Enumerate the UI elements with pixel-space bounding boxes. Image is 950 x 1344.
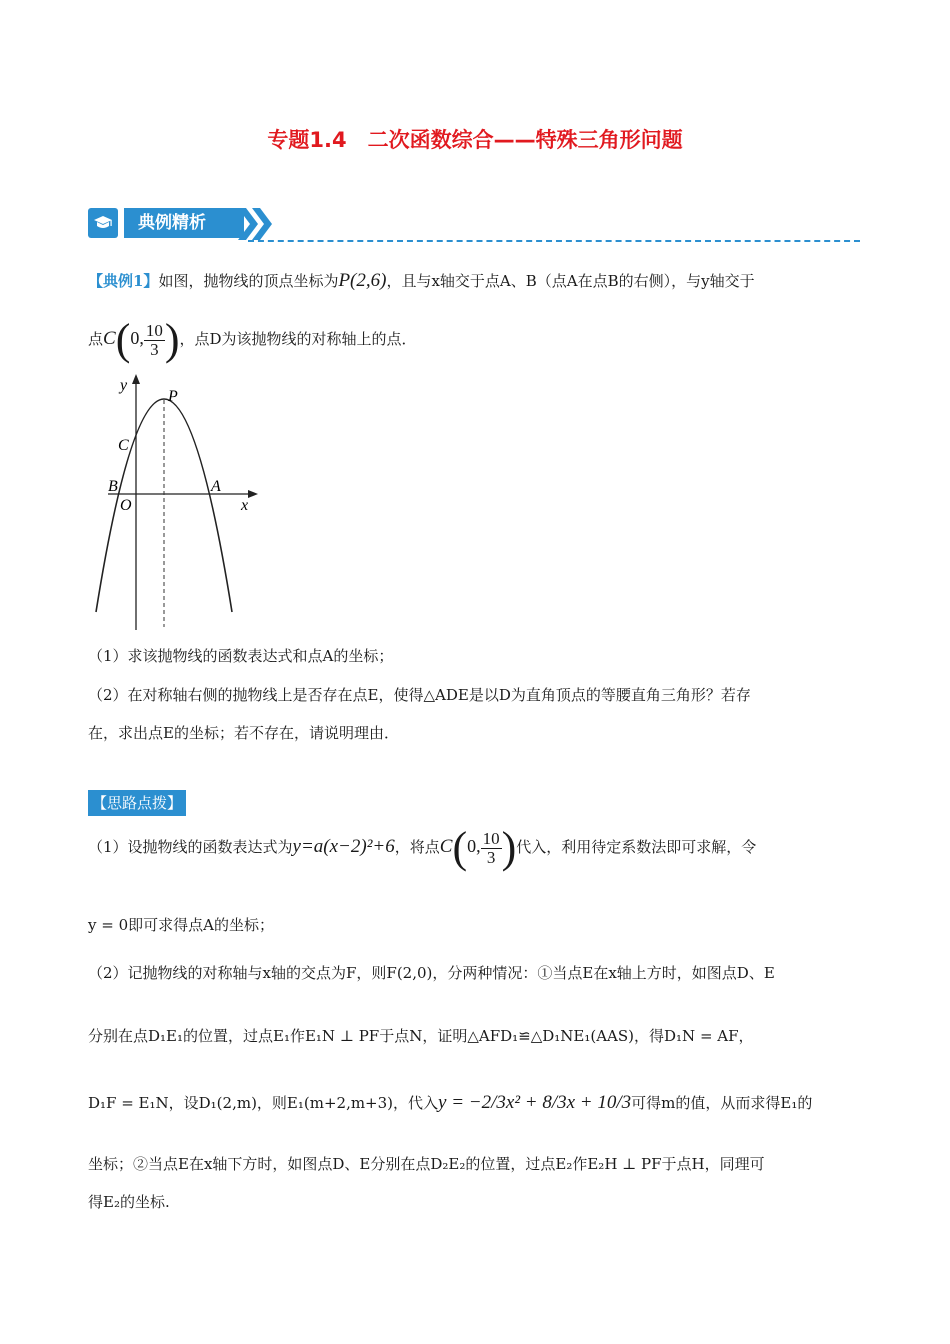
hint-p2-line-4: 坐标；②当点E在x轴下方时，如图点D、E分别在点D₂E₂的位置，过点E₂作E₂H ⊥ PF于点H，同理可 — [88, 1155, 765, 1173]
hint-label: 【思路点拨】 — [88, 790, 186, 816]
point-c-fraction: $\frac{10}{3}$ — [145, 320, 163, 359]
parabola-graph — [88, 372, 268, 634]
vertex-coords: P(2,6) — [338, 270, 387, 291]
graph-label-x: x — [241, 497, 249, 514]
banner-dashed-divider — [248, 240, 860, 242]
example-tag: 【典例1】 — [88, 272, 159, 290]
hint-p2-line-2: 分别在点D₁E₁的位置，过点E₁作E₁N ⊥ PF于点N，证明△AFD₁≌△D₁NE₁(AAS)，得D₁N = AF， — [88, 1027, 754, 1045]
hint-p2-line-3: D₁F = E₁N，设D₁(2,m)，则E₁(m+2,m+3)，代入y = −2/3x² + 8/3x + 10/3可得m的值，从而求得E₁的 — [88, 1092, 813, 1113]
example-text-d: ，点D为该抛物线的对称轴上的点． — [179, 330, 417, 348]
hint-p2-line-1: （2）记抛物线的对称轴与x轴的交点为F，则F(2,0)，分两种情况：①当点E在x轴上方时，如图点D、E — [88, 964, 775, 982]
graph-label-a: A — [211, 478, 221, 495]
point-c-x: 0 — [130, 328, 140, 348]
hint-p2-line-5: 得E₂的坐标. — [88, 1193, 170, 1211]
example-line-1 — [88, 270, 755, 292]
graph-label-c: C — [118, 437, 129, 454]
graduation-cap-icon — [88, 208, 118, 238]
graph-label-b: B — [108, 478, 118, 495]
point-c-label: C — [103, 328, 116, 349]
hint-p1-line-2: y = 0即可求得点A的坐标； — [88, 916, 274, 934]
banner-label: 典例精析 — [124, 208, 244, 238]
section-banner — [88, 208, 860, 244]
chevron-right-icon — [252, 208, 274, 240]
page-title: 专题1.4 二次函数综合——特殊三角形问题 — [267, 128, 683, 152]
hint-p1-line-1: （1）设抛物线的函数表达式为y=a(x−2)²+6，将点C(0, $\frac{10}{3}$ )代入，利用待定系数法即可求解，令 — [88, 823, 757, 872]
question-1: （1）求该抛物线的函数表达式和点A的坐标； — [88, 647, 394, 665]
graph-label-o: O — [120, 497, 132, 514]
y-axis-arrow — [132, 374, 140, 384]
example-text-a: 如图，抛物线的顶点坐标为 — [158, 272, 339, 290]
example-text-b: ，且与x轴交于点A、B（点A在点B的右侧），与y轴交于 — [386, 272, 755, 290]
graph-label-y: y — [120, 377, 128, 394]
x-axis-arrow — [248, 490, 258, 498]
example-text-c: 点 — [88, 330, 104, 348]
hint-formula-1: y=a(x−2)²+6 — [292, 836, 395, 857]
question-2-line-1: （2）在对称轴右侧的抛物线上是否存在点E，使得△ADE是以D为直角顶点的等腰直角三角形？若存 — [88, 686, 751, 704]
question-2-line-2: 在，求出点E的坐标；若不存在，请说明理由． — [88, 724, 399, 742]
hint-formula-2: y = −2/3x² + 8/3x + 10/3 — [438, 1092, 632, 1113]
graph-label-p: P — [168, 388, 178, 405]
example-line-2: 点C(0, $\frac{10}{3}$ )，点D为该抛物线的对称轴上的点． — [88, 315, 417, 364]
